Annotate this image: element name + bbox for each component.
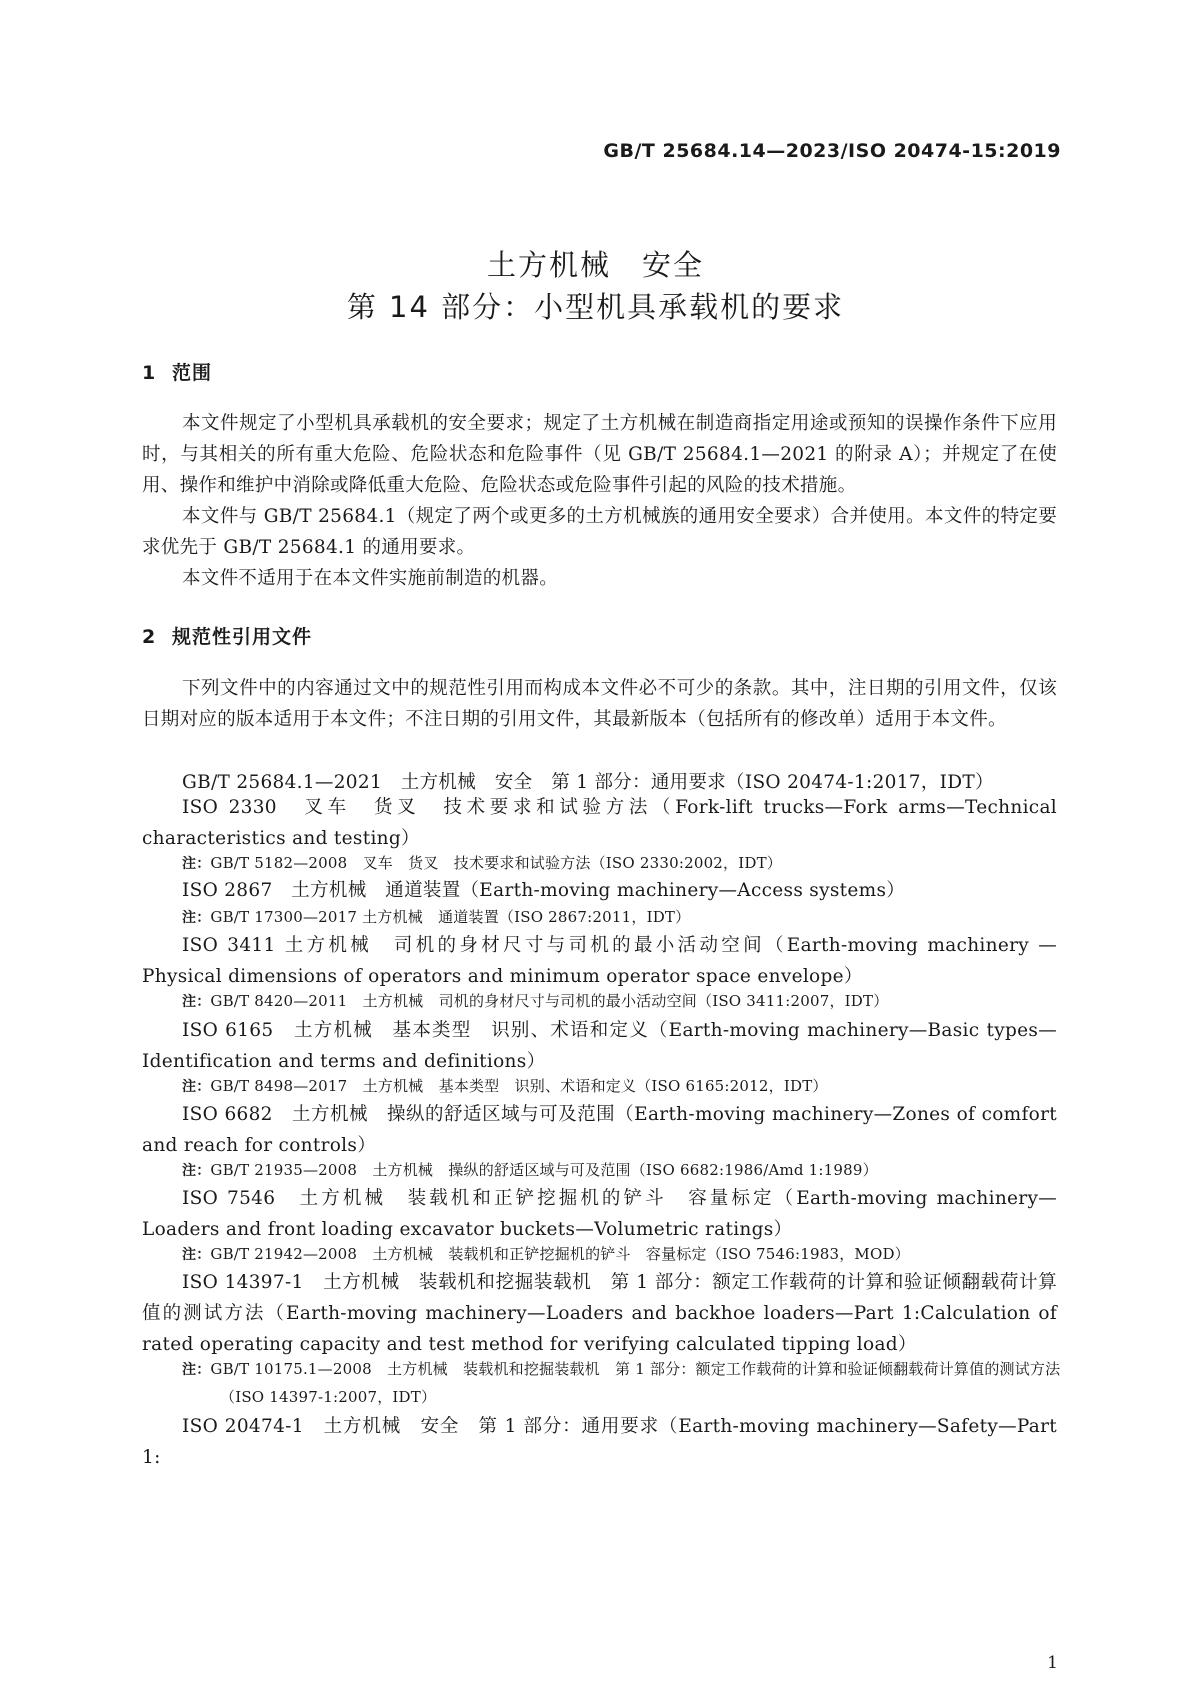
note-text: GB/T 21942—2008 土方机械 装载机和正铲挖掘机的铲斗 容量标定（ISO 7546:1983，MOD） (210, 1245, 910, 1263)
reference-entry: ISO 3411 土方机械 司机的身材尺寸与司机的最小活动空间（Earth-moving machinery — Physical dimensions of operators and minimum operator space envelope） (142, 935, 1057, 987)
reference-note (182, 1241, 1095, 1269)
note-text: GB/T 8498—2017 土方机械 基本类型 识别、术语和定义（ISO 6165:2012，IDT） (210, 1077, 828, 1095)
document-title-line1: 土方机械 安全 (486, 248, 704, 282)
reference-note (182, 850, 1095, 878)
reference-entry: ISO 2330 叉车 货叉 技术要求和试验方法（Fork-lift trucks—Fork arms—Technical characteristics and testing） (142, 797, 1057, 849)
note-text: GB/T 10175.1—2008 土方机械 装载机和挖掘装载机 第 1 部分：额定工作载荷的计算和验证倾翻载荷计算值的测试方法（ISO 14397-1:2007，IDT） (210, 1360, 1061, 1406)
reference-note (182, 988, 1095, 1016)
note-label: 注： (182, 1163, 211, 1179)
page-number: 1 (1047, 1653, 1058, 1673)
reference-entry: ISO 7546 土方机械 装载机和正铲挖掘机的铲斗 容量标定（Earth-moving machinery—Loaders and front loading excavator buckets—Volumetric ratings） (142, 1188, 1057, 1240)
standard-code: GB/T 25684.14—2023/ISO 20474-15:2019 (603, 140, 1061, 162)
reference-entry: ISO 20474-1 土方机械 安全 第 1 部分：通用要求（Earth-moving machinery—Safety—Part 1: (142, 1416, 1057, 1468)
section-title: 规范性引用文件 (172, 626, 313, 648)
references-intro: 下列文件中的内容通过文中的规范性引用而构成本文件必不可少的条款。其中，注日期的引用文件，仅该日期对应的版本适用于本文件；不注日期的引用文件，其最新版本（包括所有的修改单）适用于本文件。 (142, 678, 1057, 730)
note-label: 注： (182, 1247, 211, 1263)
reference-entry: GB/T 25684.1—2021 土方机械 安全 第 1 部分：通用要求（ISO 20474-1:2017，IDT） (182, 772, 994, 793)
note-label: 注： (182, 1362, 211, 1378)
reference-note (182, 904, 1095, 932)
scope-paragraph: 本文件与 GB/T 25684.1（规定了两个或更多的土方机械族的通用安全要求）合并使用。本文件的特定要求优先于 GB/T 25684.1 的通用要求。 (142, 506, 1057, 558)
note-text: GB/T 8420—2011 土方机械 司机的身材尺寸与司机的最小活动空间（ISO 3411:2007，IDT） (210, 992, 889, 1010)
scope-paragraph: 本文件不适用于在本文件实施前制造的机器。 (182, 568, 559, 589)
note-label: 注： (182, 1079, 211, 1095)
section-2-heading (142, 622, 312, 649)
reference-entry: ISO 6165 土方机械 基本类型 识别、术语和定义（Earth-moving machinery—Basic types—Identification and terms and definitions） (142, 1020, 1057, 1072)
section-title: 范围 (172, 362, 213, 384)
section-number: 1 (142, 362, 157, 384)
section-number: 2 (142, 626, 157, 648)
reference-note (182, 1073, 1095, 1101)
document-title-line2: 第 14 部分：小型机具承载机的要求 (346, 290, 845, 324)
note-label: 注： (182, 994, 211, 1010)
reference-entry: ISO 14397-1 土方机械 装载机和挖掘装载机 第 1 部分：额定工作载荷的计算和验证倾翻载荷计算值的测试方法（Earth-moving machinery—Loaders and backhoe loaders—Part 1:Calculation of rated operating capacity and test method for verifying calculated tipping load） (142, 1272, 1057, 1355)
note-text: GB/T 21935—2008 土方机械 操纵的舒适区域与可及范围（ISO 6682:1986/Amd 1:1989） (210, 1161, 878, 1179)
scope-paragraph: 本文件规定了小型机具承载机的安全要求；规定了土方机械在制造商指定用途或预知的误操作条件下应用时，与其相关的所有重大危险、危险状态和危险事件（见 GB/T 25684.1—2021 的附录 A）；并规定了在使用、操作和维护中消除或降低重大危险、危险状态或危险事件引起的风险的技术措施。 (142, 413, 1057, 496)
note-label: 注： (182, 910, 211, 926)
reference-note (182, 1157, 1095, 1185)
note-text: GB/T 17300—2017 土方机械 通道装置（ISO 2867:2011，IDT） (210, 908, 691, 926)
section-1-heading (142, 358, 212, 385)
note-label: 注： (182, 856, 211, 872)
note-text: GB/T 5182—2008 叉车 货叉 技术要求和试验方法（ISO 2330:2002，IDT） (210, 854, 783, 872)
reference-entry: ISO 2867 土方机械 通道装置（Earth-moving machinery—Access systems） (182, 880, 906, 901)
reference-note (182, 1356, 1095, 1411)
reference-entry: ISO 6682 土方机械 操纵的舒适区域与可及范围（Earth-moving machinery—Zones of comfort and reach for controls） (142, 1104, 1057, 1156)
